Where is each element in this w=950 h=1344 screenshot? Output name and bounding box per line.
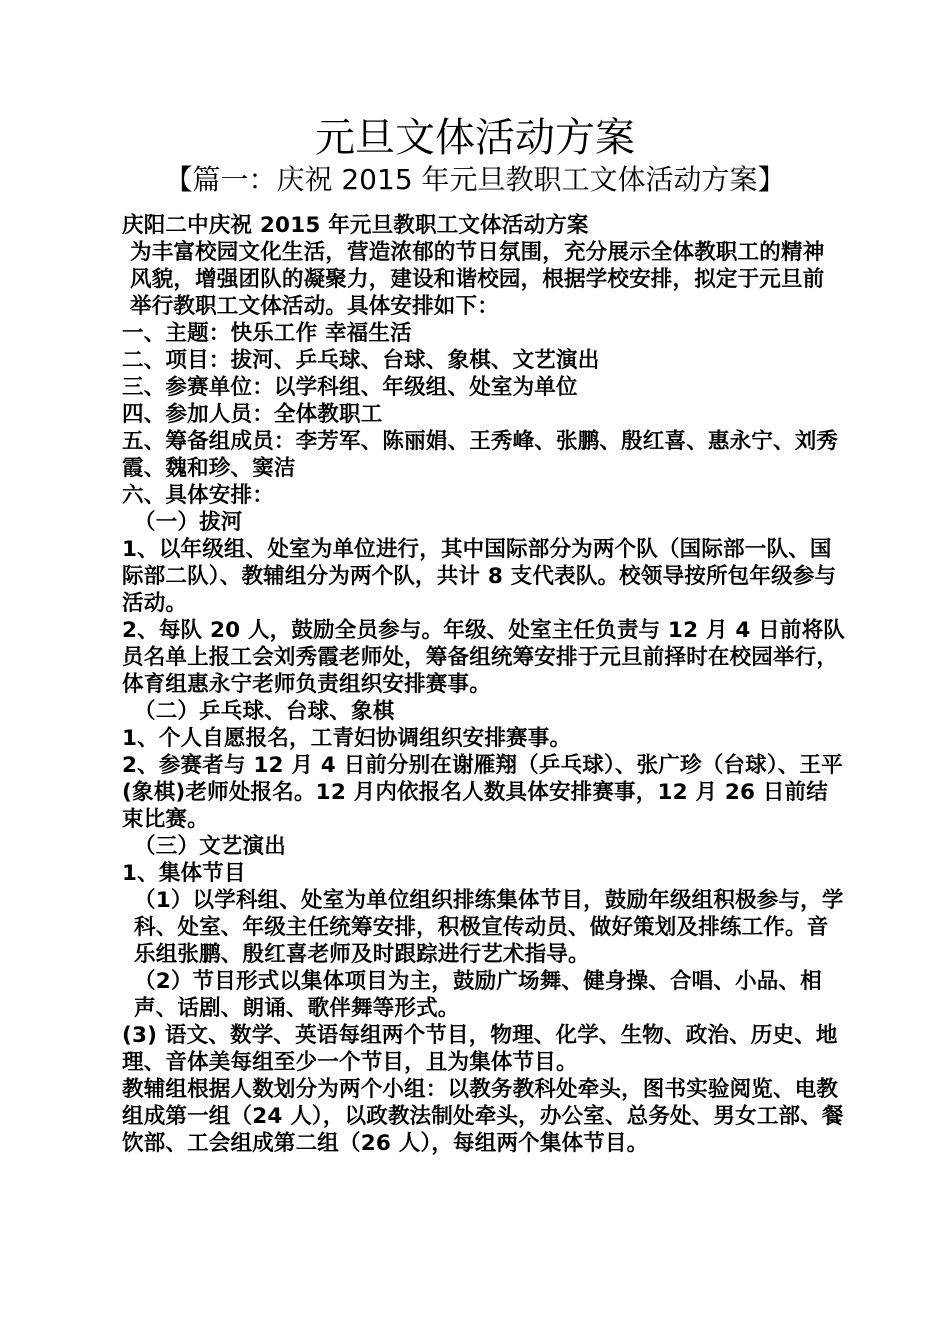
performance-group-heading: 1、集体节目: [122, 861, 246, 886]
subsection-table-games: （二）乒乓球、台球、象棋: [134, 699, 395, 724]
games-item-1: 1、个人自愿报名，工青妇协调组织安排赛事。: [122, 726, 572, 751]
document-body: [116, 212, 846, 1157]
section-arrangement: 六、具体安排：: [122, 483, 274, 508]
section-units: 三、参赛单位：以学科组、年级组、处室为单位: [122, 375, 578, 400]
intro-paragraph: 为丰富校园文化生活，营造浓郁的节日氛围，充分展示全体教职工的精神风貌，增强团队的凝聚力，建设和谐校园，根据学校安排，拟定于元旦前举行教职工文体活动。具体安排如下：: [130, 240, 825, 319]
section-committee: 五、筹备组成员：李芳军、陈丽娟、王秀峰、张鹏、殷红喜、惠永宁、刘秀霞、魏和珍、窦洁: [122, 429, 839, 481]
support-group-paragraph: 教辅组根据人数划分为两个小组：以教务教科处牵头，图书实验阅览、电教组成第一组（24 人），以政教法制处牵头，办公室、总务处、男女工部、餐饮部、工会组成第二组（26 人），每组两个集体节目。: [122, 1077, 844, 1156]
subsection-performance: （三）文艺演出: [134, 834, 286, 859]
section-participants: 四、参加人员：全体教职工: [122, 402, 383, 427]
tug-item-2: 2、每队 20 人，鼓励全员参与。年级、处室主任负责与 12 月 4 日前将队员名单上报工会刘秀霞老师处，筹备组统筹安排于元旦前择时在校园举行，体育组惠永宁老师负责组织安排赛事。: [122, 618, 845, 697]
plan-heading: 庆阳二中庆祝 2015 年元旦教职工文体活动方案: [122, 213, 589, 238]
document-title: 元旦文体活动方案: [315, 115, 635, 161]
games-item-2: 2、参赛者与 12 月 4 日前分别在谢雁翔（乒乓球）、张广珍（台球）、王平(象棋)老师处报名。12 月内依报名人数具体安排赛事，12 月 26 日前结束比赛。: [122, 753, 843, 832]
performance-item-2: （2）节目形式以集体项目为主，鼓励广场舞、健身操、合唱、小品、相声、话剧、朗诵、歌伴舞等形式。: [134, 969, 822, 1021]
tug-item-1: 1、以年级组、处室为单位进行，其中国际部分为两个队（国际部一队、国际部二队）、教辅组分为两个队，共计 8 支代表队。校领导按所包年级参与活动。: [122, 537, 837, 616]
section-items: 二、项目：拔河、乒乓球、台球、象棋、文艺演出: [122, 348, 600, 373]
section-theme: 一、主题：快乐工作 幸福生活: [122, 321, 412, 346]
subsection-tug-of-war: （一）拔河: [134, 510, 243, 535]
document-subtitle: 【篇一：庆祝 2015 年元旦教职工文体活动方案】: [164, 163, 786, 196]
performance-item-1: （1）以学科组、处室为单位组织排练集体节目，鼓励年级组积极参与，学科、处室、年级主任统筹安排，积极宣传动员、做好策划及排练工作。音乐组张鹏、殷红喜老师及时跟踪进行艺术指导。: [134, 888, 844, 967]
performance-item-3: (3) 语文、数学、英语每组两个节目，物理、化学、生物、政治、历史、地理、音体美每组至少一个节目，且为集体节目。: [122, 1023, 838, 1075]
